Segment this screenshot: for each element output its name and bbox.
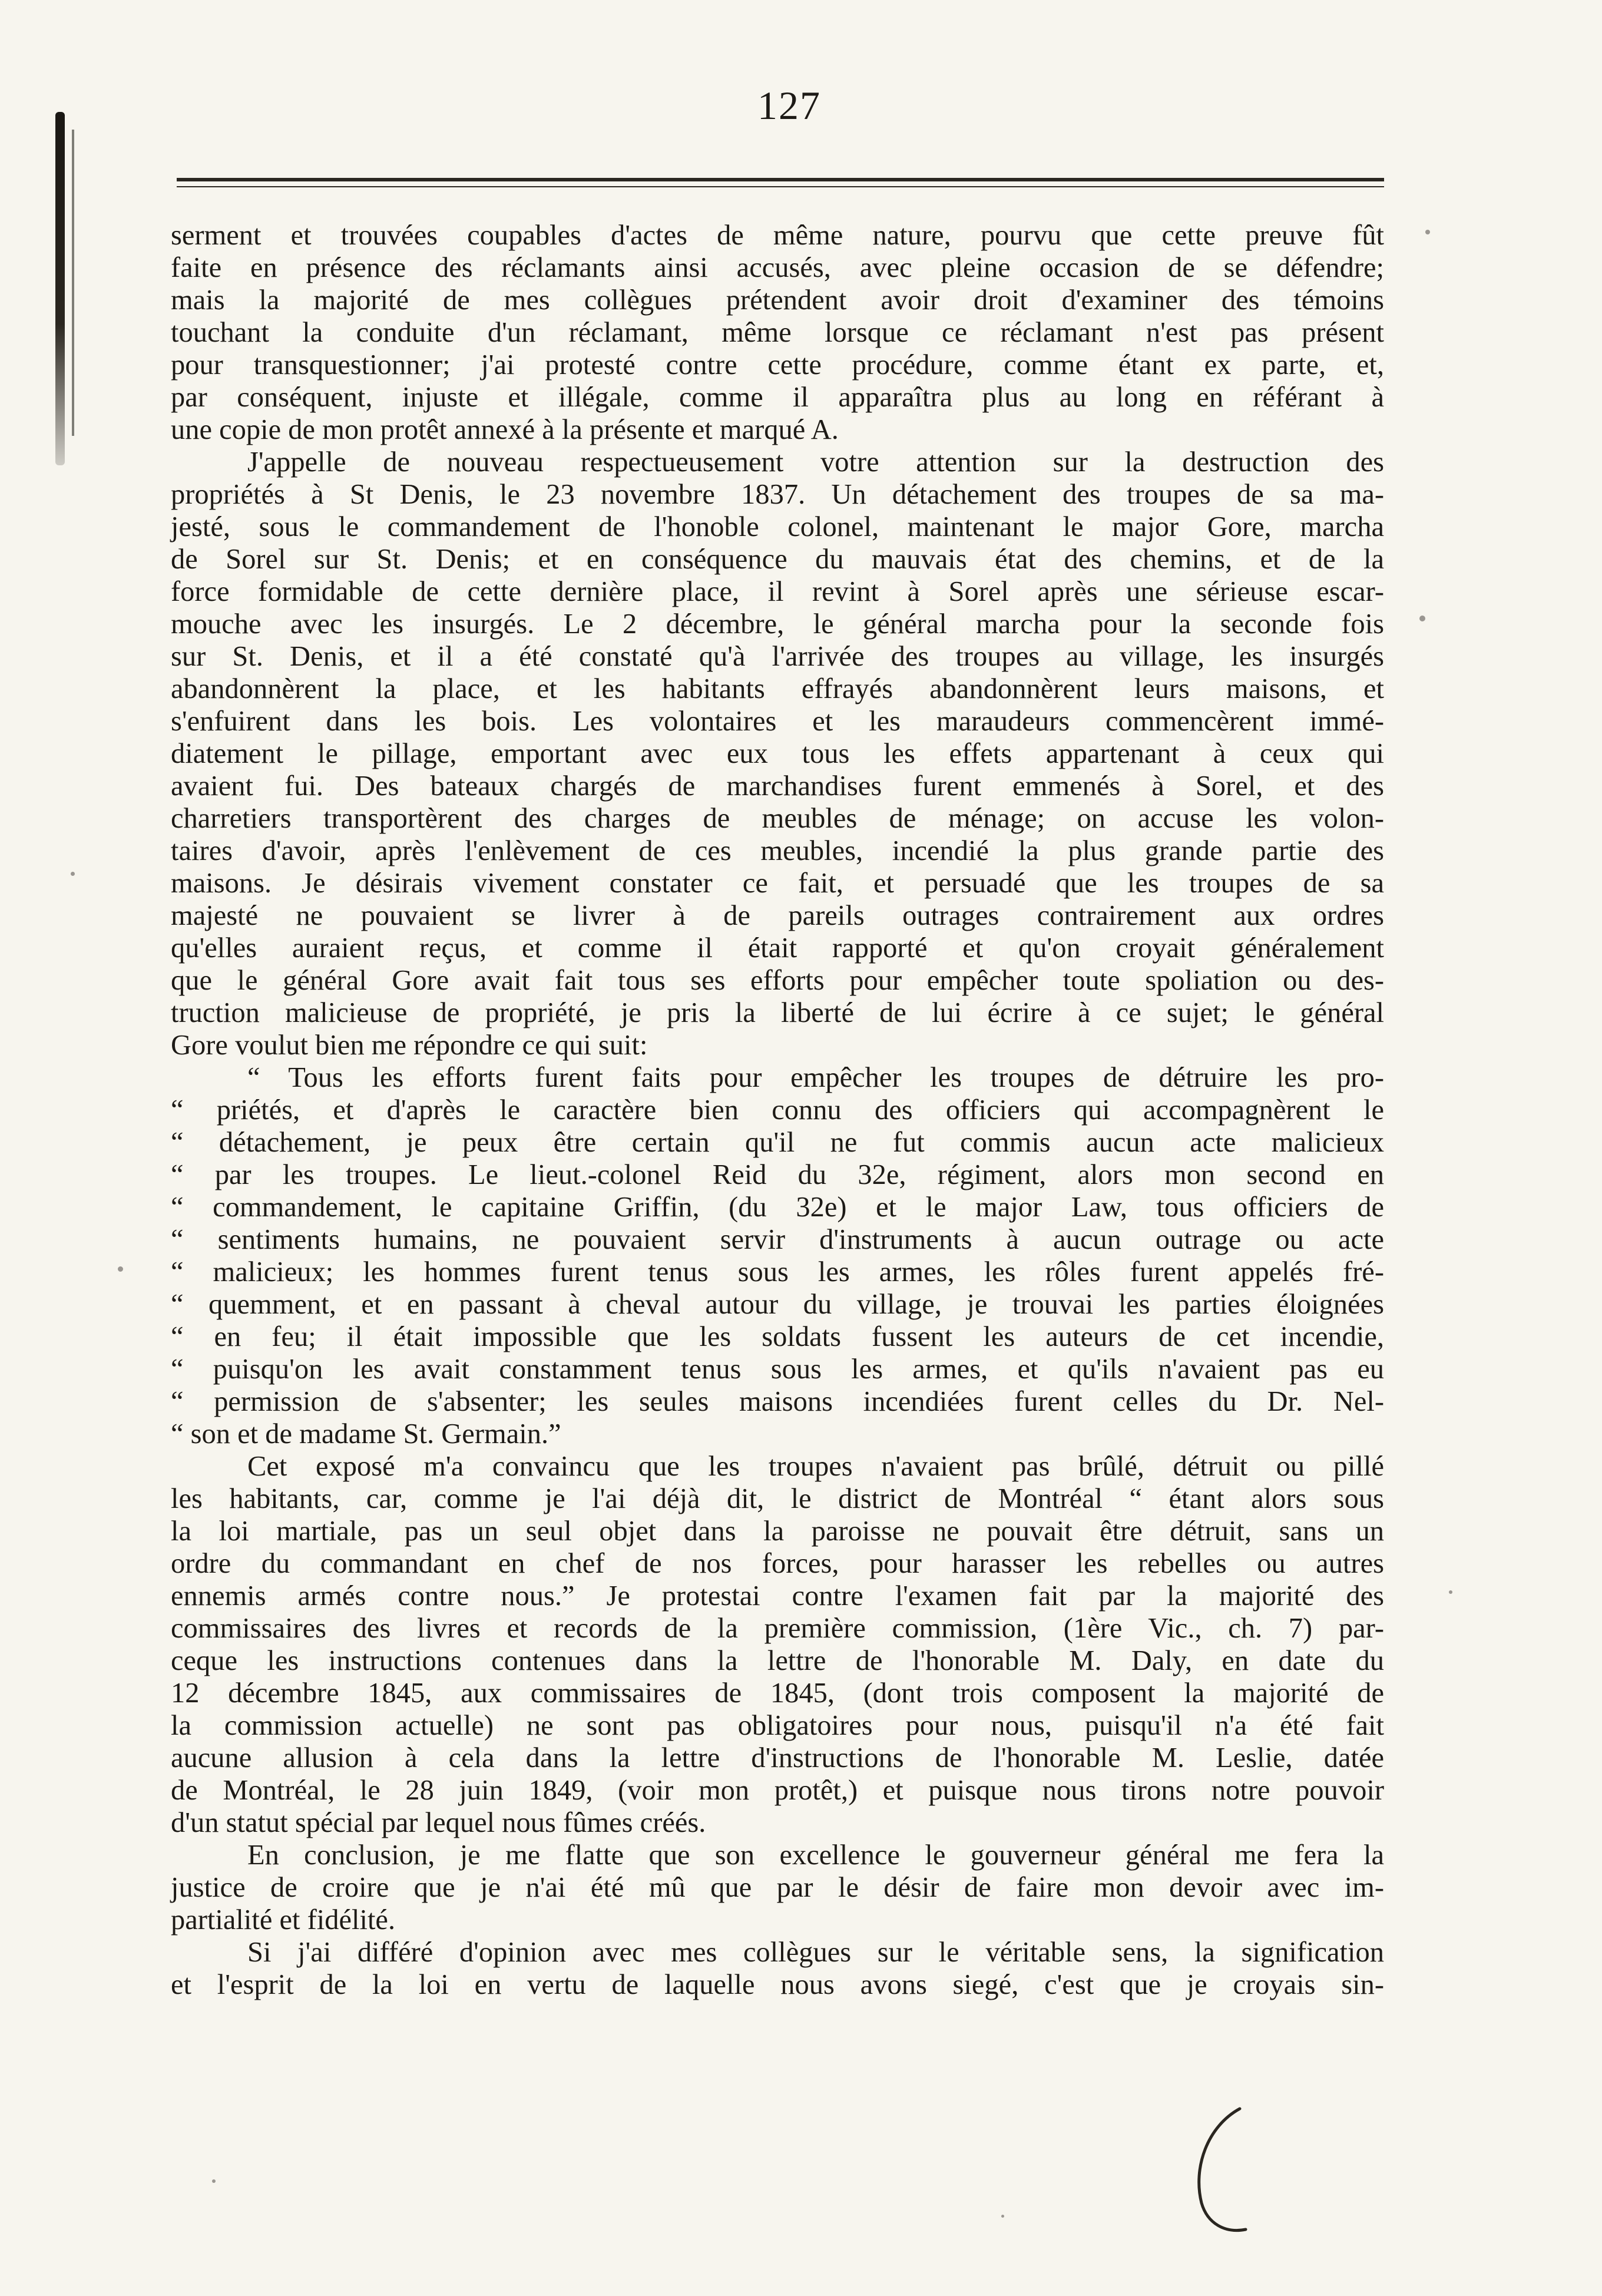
text-line: maisons. Je désirais vivement constater ce fait, et persuadé que les troupes de sa <box>171 868 1384 899</box>
paragraph-start-line: En conclusion, je me flatte que son excellence le gouverneur général me fera la <box>247 1840 1384 1871</box>
quote-line: “ malicieux; les hommes furent tenus sous les armes, les rôles furent appelés fré- <box>171 1256 1384 1288</box>
paper-speck <box>1449 1590 1452 1594</box>
margin-ink-line <box>72 130 74 436</box>
header-rule-thin <box>177 186 1384 187</box>
text-line: 12 décembre 1845, aux commissaires de 1845, (dont trois composent la majorité de <box>171 1678 1384 1709</box>
quote-line: “ quemment, et en passant à cheval autour du village, je trouvai les parties éloignées <box>171 1289 1384 1320</box>
paper-speck <box>118 1266 123 1272</box>
quote-line: “ son et de madame St. Germain.” <box>171 1418 561 1450</box>
text-line: une copie de mon protêt annexé à la présente et marqué A. <box>171 414 839 445</box>
quote-line: “ en feu; il était impossible que les soldats fussent les auteurs de cet incendie, <box>171 1321 1384 1352</box>
text-line: justice de croire que je n'ai été mû que par le désir de faire mon devoir avec im- <box>171 1872 1384 1903</box>
text-line: force formidable de cette dernière place, il revint à Sorel après une sérieuse escar- <box>171 576 1384 607</box>
text-line: et l'esprit de la loi en vertu de laquelle nous avons siegé, c'est que je croyais sin- <box>171 1969 1384 2000</box>
paper-speck <box>1419 616 1425 621</box>
text-line: avaient fui. Des bateaux chargés de marchandises furent emmenés à Sorel, et des <box>171 770 1384 802</box>
quote-line: “ priétés, et d'après le caractère bien connu des officiers qui accompagnèrent le <box>171 1094 1384 1126</box>
text-line: mais la majorité de mes collègues prétendent avoir droit d'examiner des témoins <box>171 284 1384 316</box>
quote-line: “ puisqu'on les avait constamment tenus sous les armes, et qu'ils n'avaient pas eu <box>171 1354 1384 1385</box>
quote-line: “ sentiments humains, ne pouvaient servir d'instruments à aucun outrage ou acte <box>171 1224 1384 1255</box>
text-line: majesté ne pouvaient se livrer à de pareils outrages contrairement aux ordres <box>171 900 1384 931</box>
paper-speck <box>71 872 75 876</box>
text-line: touchant la conduite d'un réclamant, même lorsque ce réclamant n'est pas présent <box>171 317 1384 348</box>
handwritten-mark <box>1184 2103 1255 2238</box>
text-line: Gore voulut bien me répondre ce qui suit: <box>171 1030 648 1061</box>
text-line: serment et trouvées coupables d'actes de même nature, pourvu que cette preuve fût <box>171 220 1384 251</box>
paragraph-start-line: Si j'ai différé d'opinion avec mes collègues sur le véritable sens, la signification <box>247 1937 1384 1968</box>
text-line: truction malicieuse de propriété, je pris la liberté de lui écrire à ce sujet; le général <box>171 997 1384 1028</box>
header-rule-thick <box>177 178 1384 181</box>
paragraph-start-line: Cet exposé m'a convaincu que les troupes n'avaient pas brûlé, détruit ou pillé <box>247 1451 1384 1482</box>
text-line: par conséquent, injuste et illégale, comme il apparaîtra plus au long en référant à <box>171 382 1384 413</box>
text-line: de Sorel sur St. Denis; et en conséquence du mauvais état des chemins, et de la <box>171 544 1384 575</box>
text-line: partialité et fidélité. <box>171 1904 396 1936</box>
text-line: diatement le pillage, emportant avec eux tous les effets appartenant à ceux qui <box>171 738 1384 769</box>
quote-line: “ commandement, le capitaine Griffin, (du 32e) et le major Law, tous officiers de <box>171 1192 1384 1223</box>
body-text <box>171 219 1384 2001</box>
paper-speck <box>1425 230 1430 234</box>
page-number: 127 <box>757 83 821 128</box>
text-line: propriétés à St Denis, le 23 novembre 1837. Un détachement des troupes de sa ma- <box>171 479 1384 510</box>
text-line: la commission actuelle) ne sont pas obligatoires pour nous, puisqu'il n'a été fait <box>171 1710 1384 1741</box>
text-line: s'enfuirent dans les bois. Les volontaires et les maraudeurs commencèrent immé- <box>171 706 1384 737</box>
quote-line: “ Tous les efforts furent faits pour empêcher les troupes de détruire les pro- <box>247 1062 1384 1093</box>
text-line: d'un statut spécial par lequel nous fûmes créés. <box>171 1807 706 1838</box>
text-line: de Montréal, le 28 juin 1849, (voir mon protêt,) et puisque nous tirons notre pouvoir <box>171 1775 1384 1806</box>
text-line: que le général Gore avait fait tous ses efforts pour empêcher toute spoliation ou des- <box>171 965 1384 996</box>
text-line: sur St. Denis, et il a été constaté qu'à l'arrivée des troupes au village, les insurgés <box>171 641 1384 672</box>
text-line: qu'elles auraient reçus, et comme il était rapporté et qu'on croyait généralement <box>171 932 1384 964</box>
margin-ink-mark <box>55 112 65 465</box>
quote-line: “ permission de s'absenter; les seules maisons incendiées furent celles du Dr. Nel- <box>171 1386 1384 1417</box>
text-line: les habitants, car, comme je l'ai déjà dit, le district de Montréal “ étant alors sous <box>171 1483 1384 1514</box>
text-line: jesté, sous le commandement de l'honoble colonel, maintenant le major Gore, marcha <box>171 511 1384 542</box>
text-line: commissaires des livres et records de la première commission, (1ère Vic., ch. 7) par- <box>171 1613 1384 1644</box>
paragraph-start-line: J'appelle de nouveau respectueusement votre attention sur la destruction des <box>247 446 1384 478</box>
text-line: taires d'avoir, après l'enlèvement de ces meubles, incendié la plus grande partie des <box>171 835 1384 866</box>
text-line: ceque les instructions contenues dans la lettre de l'honorable M. Daly, en date du <box>171 1645 1384 1676</box>
text-line: pour transquestionner; j'ai protesté contre cette procédure, comme étant ex parte, et, <box>171 349 1384 381</box>
text-line: mouche avec les insurgés. Le 2 décembre, le général marcha pour la seconde fois <box>171 608 1384 640</box>
text-line: charretiers transportèrent des charges de meubles de ménage; on accuse les volon- <box>171 803 1384 834</box>
quote-line: “ par les troupes. Le lieut.-colonel Reid du 32e, régiment, alors mon second en <box>171 1159 1384 1190</box>
text-line: la loi martiale, pas un seul objet dans la paroisse ne pouvait être détruit, sans un <box>171 1516 1384 1547</box>
paper-speck <box>212 2179 216 2183</box>
text-line: aucune allusion à cela dans la lettre d'instructions de l'honorable M. Leslie, datée <box>171 1742 1384 1774</box>
text-line: abandonnèrent la place, et les habitants effrayés abandonnèrent leurs maisons, et <box>171 673 1384 704</box>
text-line: ennemis armés contre nous.” Je protestai contre l'examen fait par la majorité des <box>171 1580 1384 1612</box>
paper-speck <box>1001 2215 1004 2218</box>
quote-line: “ détachement, je peux être certain qu'il ne fut commis aucun acte malicieux <box>171 1127 1384 1158</box>
text-line: faite en présence des réclamants ainsi accusés, avec pleine occasion de se défendre; <box>171 252 1384 283</box>
text-line: ordre du commandant en chef de nos forces, pour harasser les rebelles ou autres <box>171 1548 1384 1579</box>
